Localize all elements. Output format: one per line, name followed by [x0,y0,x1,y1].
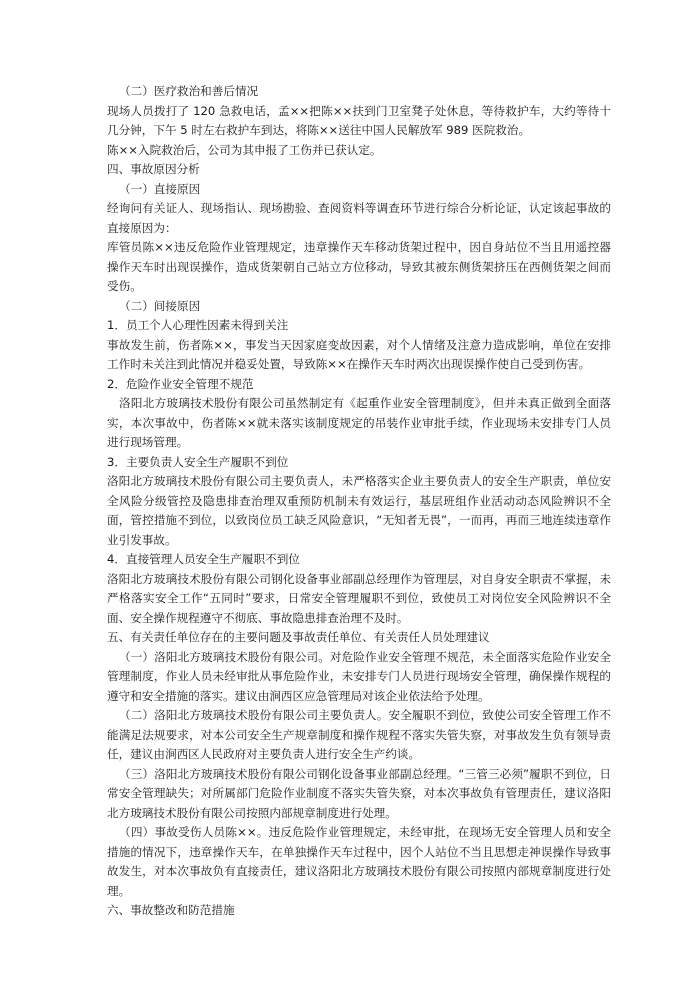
section-heading-cause-analysis: 四、事故原因分析 [107,162,200,176]
paragraph-principal-duty: 洛阳北方玻璃技术股份有限公司主要负责人，未严格落实企业主要负责人的安全生产职责，单位安全风险分级管控及隐患排查治理双重预防机制未有效运行，基层班组作业活动动态风险辨识不全面，管控措施不到位，以致岗位员工缺乏风险意识，“无知者无畏”，一而再，再而三地连续违章作业引发事故。 [107,474,611,547]
paragraph-direct-manager: 洛阳北方玻璃技术股份有限公司钢化设备事业部副总经理作为管理层，对自身安全职责不掌握，未严格落实安全工作“五同时”要求，日常安全管理履职不到位，致使员工对岗位安全风险辨识不全面、安全操作规程遵守不彻底、事故隐患排查治理不及时。 [107,571,611,625]
paragraph-responsibility-manager: （三）洛阳北方玻璃技术股份有限公司钢化设备事业部副总经理。“三管三必须”履职不到位，日常安全管理缺失；对所属部门危险作业制度不落实失管失察，对本次事故负有管理责任，建议洛阳北方玻璃技术股份有限公司按照内部规章制度进行处理。 [107,766,611,820]
document-page [107,82,611,921]
paragraph-responsibility-injured: （四）事故受伤人员陈××。违反危险作业管理规定，未经审批，在现场无安全管理人员和安全措施的情况下，违章操作天车，在单独操作天车过程中，因个人站位不当且思想走神误操作导致事故发生，对本次事故负有直接责任，建议洛阳北方玻璃技术股份有限公司按照内部规章制度进行处理。 [107,825,611,898]
subsection-heading-indirect-cause: （二）间接原因 [119,298,201,313]
paragraph-work-injury: 陈××入院救治后，公司为其申报了工伤并已获认定。 [107,142,382,157]
subsection-heading-medical: （二）医疗救治和善后情况 [119,84,259,98]
section-heading-responsibility: 五、有关责任单位存在的主要问题及事故责任单位、有关责任人员处理建议 [107,630,490,644]
paragraph-responsibility-principal: （二）洛阳北方玻璃技术股份有限公司主要负责人。安全履职不到位，致使公司安全管理工作不能满足法规要求，对本公司安全生产规章制度和操作规程不落实失管失察，对事故发生负有领导责任，建议由涧西区人民政府对主要负责人进行安全生产约谈。 [107,708,611,761]
subsection-heading-direct-cause: （一）直接原因 [119,181,201,196]
paragraph-emergency-call: 现场人员拨打了 120 急救电话，孟××把陈××扶到门卫室凳子处休息，等待救护车，大约等待十几分钟，下午 5 时左右救护车到达，将陈××送往中国人民解放军 989 医院救治。 [107,103,611,137]
paragraph-direct-cause: 库管员陈××违反危险作业管理规定，违章操作天车移动货架过程中，因自身站位不当且用遥控器操作天车时出现误操作，造成货架朝自己站立方位移动，导致其被东侧货架挤压在西侧货架之间而受伤。 [107,240,611,293]
paragraph-hazardous-work: 洛阳北方玻璃技术股份有限公司虽然制定有《起重作业安全管理制度》，但并未真正做到全面落实，本次事故中，伤者陈××就未落实该制度规定的吊装作业审批手续，作业现场未安排专门人员进行现场管理。 [107,396,611,449]
item-heading-psychological: 1．员工个人心理性因素未得到关注 [107,318,289,332]
paragraph-responsibility-company: （一）洛阳北方玻璃技术股份有限公司。对危险作业安全管理不规范，未全面落实危险作业安全管理制度，作业人员未经审批从事危险作业，未安排专门人员进行现场安全管理，确保操作规程的遵守和安全措施的落实。建议由涧西区应急管理局对该企业依法给予处理。 [107,649,611,703]
paragraph-investigation: 经询问有关证人、现场指认、现场勘验、查阅资料等调查环节进行综合分析论证，认定该起事故的直接原因为： [107,201,611,235]
paragraph-psychological: 事故发生前，伤者陈××，事发当天因家庭变故因素，对个人情绪及注意力造成影响，单位在安排工作时未关注到此情况并稳妥处置，导致陈××在操作天车时两次出现误操作使自己受到伤害。 [107,337,611,371]
section-heading-rectification: 六、事故整改和防范措施 [107,903,235,917]
item-heading-principal-duty: 3．主要负责人安全生产履职不到位 [107,454,289,469]
item-heading-direct-manager: 4．直接管理人员安全生产履职不到位 [107,552,300,566]
item-heading-hazardous-work: 2．危险作业安全管理不规范 [107,376,254,391]
